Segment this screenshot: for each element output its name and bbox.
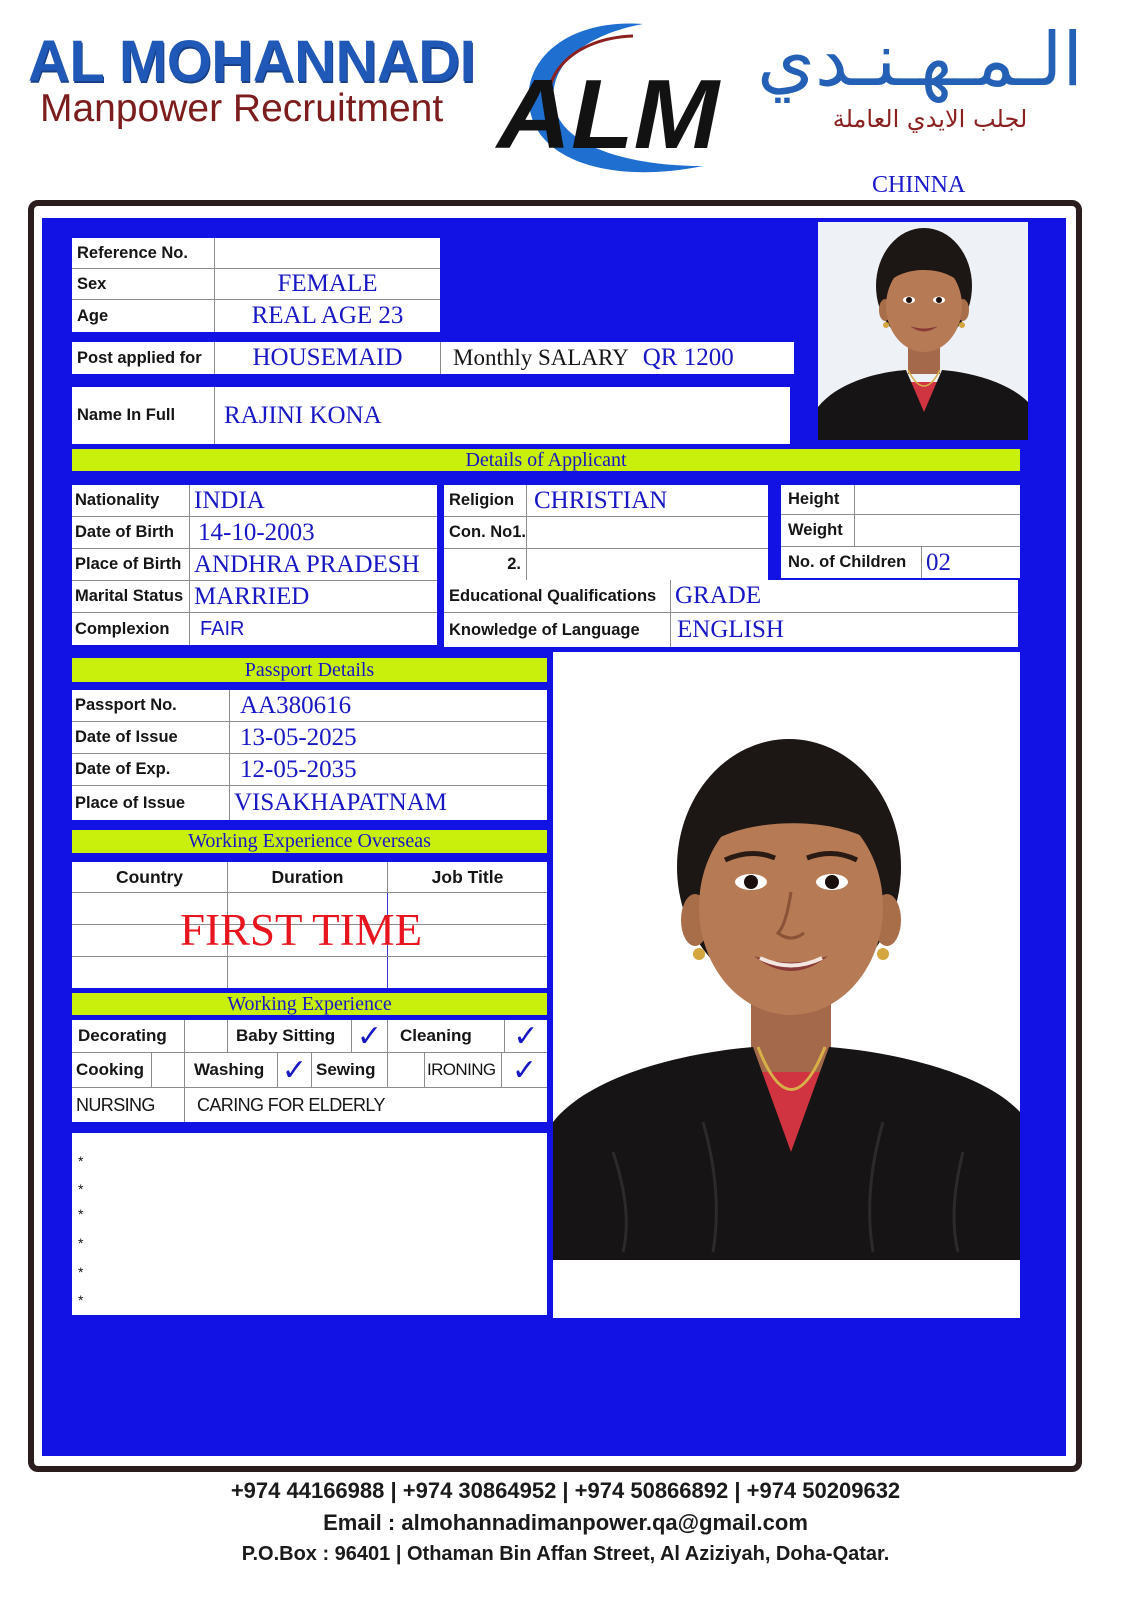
place-of-birth-row	[72, 549, 437, 581]
reference-label: Reference No.	[72, 238, 215, 268]
contact-1-label: Con. No1.	[444, 517, 527, 548]
children-value: 02	[926, 548, 951, 576]
passport-heading: Passport Details	[72, 658, 547, 682]
skill-nursing: NURSING	[72, 1088, 185, 1122]
brand-tagline: Manpower Recruitment	[40, 87, 444, 130]
alm-logo	[493, 16, 725, 186]
reference-value	[215, 238, 440, 268]
marital-status-row	[72, 581, 437, 613]
skills-row-1	[72, 1020, 547, 1053]
place-of-issue-value: VISAKHAPATNAM	[234, 789, 448, 816]
skill-ironing: IRONING	[425, 1053, 502, 1087]
details-heading: Details of Applicant	[72, 449, 1020, 471]
place-of-birth-value: ANDHRA PRADESH	[194, 550, 420, 578]
weight-value	[855, 515, 1020, 546]
skill-cleaning: Cleaning	[388, 1020, 505, 1052]
children-row	[781, 547, 1020, 578]
footer-email: Email : almohannadimanpower.qa@gmail.com	[323, 1510, 808, 1535]
agent-label: CHINNA	[872, 172, 966, 198]
column-duration: Duration	[228, 862, 388, 892]
sex-label: Sex	[72, 269, 215, 299]
education-value: GRADE	[675, 582, 762, 609]
overseas-header-row	[72, 862, 547, 893]
skill-sewing: Sewing	[312, 1053, 388, 1087]
nationality-label: Nationality	[72, 485, 190, 516]
contact-1-row	[444, 517, 768, 549]
footer-phones: +974 44166988 | +974 30864952 | +974 50866892 | +974 50209632	[230, 1478, 901, 1503]
skills-heading: Working Experience	[72, 993, 547, 1015]
salary-cell	[441, 342, 794, 374]
skills-table	[72, 1020, 547, 1122]
name-table	[72, 387, 790, 444]
brand-tagline-arabic: لجلب الايدي العاملة	[832, 105, 1028, 133]
column-job-title: Job Title	[431, 866, 504, 887]
passport-no-value: AA380616	[240, 691, 352, 719]
age-value: REAL AGE 23	[251, 302, 404, 329]
skills-row-3	[72, 1088, 547, 1122]
marital-status-label: Marital Status	[72, 581, 190, 612]
children-label: No. of Children	[781, 547, 922, 578]
notes-bullet: *	[78, 1181, 84, 1197]
religion-value: CHRISTIAN	[534, 486, 668, 514]
table-row	[72, 957, 547, 988]
religion-label: Religion	[444, 485, 527, 516]
religion-contact-table	[444, 485, 768, 580]
baby-sitting-checkmark-icon: ✓	[352, 1020, 388, 1052]
education-label: Educational Qualifications	[444, 580, 671, 612]
basic-info-table	[72, 238, 440, 332]
notes-bullet: *	[78, 1292, 84, 1308]
date-of-birth-label: Date of Birth	[72, 517, 190, 548]
place-of-issue-label: Place of Issue	[72, 786, 230, 820]
nationality-value: INDIA	[194, 486, 265, 514]
notes-bullet: *	[78, 1206, 84, 1222]
education-language-table	[444, 580, 1018, 647]
notes-bullet: *	[78, 1264, 84, 1280]
marital-status-value: MARRIED	[194, 582, 310, 610]
weight-row	[781, 515, 1020, 547]
height-row	[781, 485, 1020, 515]
post-row	[72, 342, 794, 374]
cooking-checkmark-icon	[152, 1053, 185, 1087]
contact-2-row	[444, 549, 768, 580]
physical-table	[781, 485, 1020, 578]
skill-decorating: Decorating	[72, 1020, 185, 1052]
name-label: Name In Full	[72, 387, 215, 444]
skill-baby-sitting: Baby Sitting	[228, 1020, 352, 1052]
height-label: Height	[781, 485, 855, 514]
issue-date-row	[72, 722, 547, 754]
salary-value: QR 1200	[642, 344, 734, 371]
place-of-birth-label: Place of Birth	[72, 549, 190, 580]
contact-2-label: 2.	[444, 549, 527, 580]
brand-name-arabic: الـمـهـنـدي	[757, 17, 1083, 103]
job-title-cell	[388, 957, 547, 988]
language-value: ENGLISH	[677, 616, 784, 643]
ironing-checkmark-icon: ✓	[511, 1053, 538, 1087]
sewing-checkmark-icon	[388, 1053, 425, 1087]
contact-1-value	[527, 517, 768, 548]
issue-date-label: Date of Issue	[72, 722, 230, 753]
age-row	[72, 300, 440, 332]
washing-checkmark-icon: ✓	[278, 1053, 312, 1087]
sex-row	[72, 269, 440, 300]
expiry-date-row	[72, 754, 547, 786]
notes-box	[72, 1133, 547, 1315]
notes-bullet: *	[78, 1235, 84, 1251]
complexion-value: FAIR	[200, 617, 245, 640]
footer-address: P.O.Box : 96401 | Othaman Bin Affan Street, Al Aziziyah, Doha-Qatar.	[241, 1543, 890, 1565]
brand-name: AL MOHANNADI	[28, 29, 476, 94]
skill-cooking: Cooking	[72, 1053, 152, 1087]
column-country: Country	[72, 862, 228, 892]
name-value: RAJINI KONA	[224, 401, 382, 429]
post-label: Post applied for	[72, 342, 215, 374]
issue-date-value: 13-05-2025	[240, 723, 357, 751]
applicant-photo-large	[553, 652, 1020, 1318]
age-label: Age	[72, 300, 215, 332]
weight-label: Weight	[781, 515, 855, 546]
country-cell	[72, 957, 228, 988]
passport-no-label: Passport No.	[72, 690, 230, 721]
religion-row	[444, 485, 768, 517]
sex-value: FEMALE	[277, 270, 378, 297]
salary-label: Monthly SALARY	[453, 345, 629, 370]
date-of-birth-value: 14-10-2003	[198, 518, 315, 546]
cleaning-checkmark-icon: ✓	[513, 1020, 539, 1052]
personal-details-table	[72, 485, 437, 645]
contact-2-value	[527, 549, 768, 580]
first-time-stamp: FIRST TIME	[180, 905, 423, 955]
skills-row-2	[72, 1053, 547, 1088]
complexion-label: Complexion	[72, 613, 190, 645]
expiry-date-value: 12-05-2035	[240, 755, 357, 783]
expiry-date-label: Date of Exp.	[72, 754, 230, 785]
post-value: HOUSEMAID	[215, 342, 441, 374]
passport-no-row	[72, 690, 547, 722]
language-row	[444, 613, 1018, 647]
nationality-row	[72, 485, 437, 517]
logo-letters: ALM	[493, 59, 722, 169]
reference-row	[72, 238, 440, 269]
date-of-birth-row	[72, 517, 437, 549]
decorating-checkmark-icon	[185, 1020, 228, 1052]
place-of-issue-row	[72, 786, 547, 820]
language-label: Knowledge of Language	[444, 613, 671, 647]
education-row	[444, 580, 1018, 613]
notes-bullet: *	[78, 1153, 84, 1169]
complexion-row	[72, 613, 437, 645]
overseas-heading: Working Experience Overseas	[72, 830, 547, 853]
height-value	[855, 485, 1020, 514]
applicant-photo-small	[818, 222, 1028, 440]
duration-cell	[228, 957, 388, 988]
passport-table	[72, 690, 547, 820]
post-table	[72, 342, 794, 374]
skill-caring-for-elderly: CARING FOR ELDERLY	[197, 1094, 385, 1115]
skill-washing: Washing	[185, 1053, 278, 1087]
name-row	[72, 387, 790, 444]
